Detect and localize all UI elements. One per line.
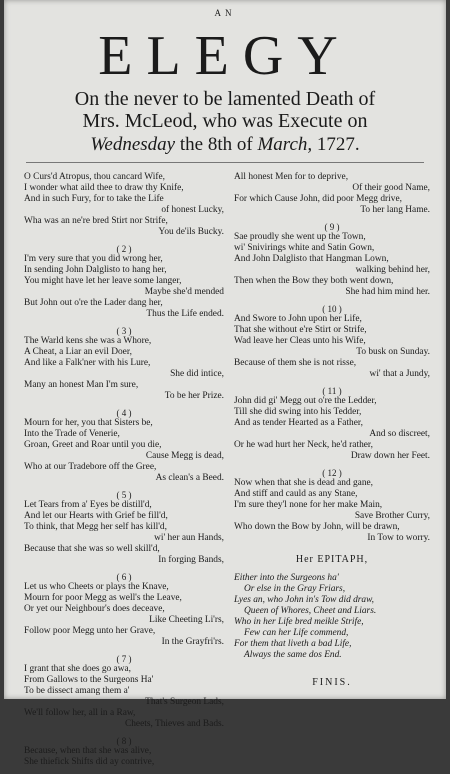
verse-line: wi' her aun Hands, — [154, 533, 224, 543]
stanza-number: ( 6 ) — [116, 572, 132, 582]
verse-line: I wonder what aild thee to draw thy Knife, — [24, 183, 184, 193]
subtitle-line-3 — [4, 134, 446, 156]
verse-line: To be dissect amang them a' — [24, 686, 130, 696]
verse-line: And stiff and cauld as any Stane, — [234, 489, 358, 499]
stanza-number: ( 10 ) — [322, 304, 342, 314]
verse-line: And in such Fury, for to take the Life — [24, 194, 164, 204]
verse-line: And as tender Hearted as a Father, — [234, 418, 363, 428]
verse-line: Because of them she is not risse, — [234, 358, 357, 368]
verse-line: To be her Prize. — [164, 391, 224, 401]
verse-line: And so discreet, — [369, 429, 430, 439]
verse-line: From Gallows to the Surgeons Ha' — [24, 675, 154, 685]
stanza-number: ( 2 ) — [116, 244, 132, 254]
epitaph-lines — [234, 573, 430, 661]
left-column — [24, 172, 224, 774]
verse-line: Wad leave her Cleas unto his Wife, — [234, 336, 366, 346]
verse-line: wi' that a Jundy, — [369, 369, 430, 379]
verse-line: O Curs'd Atropus, thou cancard Wife, — [24, 172, 165, 182]
right-column — [234, 172, 430, 688]
stanza-number: ( 12 ) — [322, 468, 342, 478]
verse-line: And Swore to John upon her Life, — [234, 314, 362, 324]
subtitle-weekday: Wednesday — [90, 134, 176, 155]
verse-line: A Cheat, a Liar an evil Doer, — [24, 347, 132, 357]
stanza — [234, 172, 430, 216]
verse-line: Into the Trade of Venerie, — [24, 429, 120, 439]
verse-line: Sae proudly she went up the Town, — [234, 232, 366, 242]
stanza — [24, 244, 224, 320]
stanza — [24, 172, 224, 238]
verse-line: To her lang Hame. — [360, 205, 430, 215]
verse-line: That's Surgeon Lads, — [145, 697, 224, 707]
finis: FINIS. — [312, 677, 352, 688]
verse-line: In Tow to worry. — [367, 533, 430, 543]
stanza — [24, 490, 224, 566]
verse-line: To think, that Megg her self has kill'd, — [24, 522, 167, 532]
verse-line: Many an honest Man I'm sure, — [24, 380, 139, 390]
verse-line: Let us who Cheets or plays the Knave, — [24, 582, 169, 592]
stanza-number: ( 8 ) — [116, 736, 132, 746]
verse-line: Groan, Greet and Roar until you die, — [24, 440, 162, 450]
subtitle-date: the 8th of — [175, 134, 258, 155]
verse-line: And like a Falk'ner with his Lure, — [24, 358, 151, 368]
verse-line: In the Grayfri'rs. — [161, 637, 224, 647]
stanza — [24, 408, 224, 484]
epitaph-line: Either into the Surgeons ha' — [234, 573, 339, 583]
stanza-number: ( 3 ) — [116, 326, 132, 336]
epitaph-line: Queen of Whores, Cheet and Liars. — [244, 606, 377, 616]
subtitle-year: 1727. — [312, 134, 360, 155]
verse-line: And let our Hearts with Grief be fill'd, — [24, 511, 168, 521]
verse-line: Draw down her Feet. — [350, 451, 430, 461]
verse-line: Save Brother Curry, — [354, 511, 430, 521]
verse-line: Because, when that she was alive, — [24, 746, 152, 756]
verse-line: She had him mind her. — [345, 287, 430, 297]
verse-line: Maybe she'd mended — [144, 287, 224, 297]
stanza — [234, 304, 430, 380]
verse-line: wi' Snivirings white and Satin Gown, — [234, 243, 375, 253]
epitaph-line: Few can her Life commend, — [244, 628, 349, 638]
stanza — [24, 654, 224, 730]
verse-line: She thiefick Shifts did ay contrive, — [24, 757, 155, 767]
verse-line: John did gi' Megg out o're the Ledder, — [234, 396, 377, 406]
verse-line: Like Cheeting Li'rs, — [149, 615, 224, 625]
verse-line: To busk on Sunday. — [356, 347, 430, 357]
header-an: AN — [214, 8, 236, 18]
stanza — [234, 386, 430, 462]
verse-line: Till she did swing into his Tedder, — [234, 407, 362, 417]
verse-line: That she without e're Stirt or Strife, — [234, 325, 367, 335]
epitaph-line: Always the same dos End. — [244, 650, 342, 660]
verse-line: I'm sure they'l none for her make Main, — [234, 500, 383, 510]
verse-line: Then when the Bow they both went down, — [234, 276, 394, 286]
verse-line: You might have let her leave some langer, — [24, 276, 182, 286]
header-title: ELEGY — [98, 25, 352, 87]
verse-line: of honest Lucky, — [161, 205, 224, 215]
verse-line: Or he wad hurt her Neck, he'd rather, — [234, 440, 374, 450]
verse-line: For which Cause John, did poor Megg drive, — [234, 194, 402, 204]
verse-line: Follow poor Megg unto her Grave, — [24, 626, 156, 636]
verse-line: Who down the Bow by John, will be drawn, — [234, 522, 400, 532]
verse-line: As clean's a Beed. — [155, 473, 224, 483]
verse-line: But John out o're the Lader dang her, — [24, 298, 163, 308]
stanza — [24, 572, 224, 648]
subtitle-month: March, — [257, 134, 313, 155]
stanza-number: ( 4 ) — [116, 408, 132, 418]
verse-line: Of their good Name, — [352, 183, 430, 193]
verse-line: Or yet our Neighbour's does deceave, — [24, 604, 165, 614]
verse-line: All honest Men for to deprive, — [234, 172, 349, 182]
stanza-number: ( 11 ) — [322, 386, 342, 396]
stanza-number: ( 5 ) — [116, 490, 132, 500]
right-stanzas — [234, 172, 430, 544]
verse-line: Mourn for poor Megg as well's the Leave, — [24, 593, 182, 603]
epitaph-line: Or else in the Gray Friars, — [244, 584, 346, 594]
verse-line: Let Tears from a' Eyes be distill'd, — [24, 500, 152, 510]
verse-line: Because that she was so well skill'd, — [24, 544, 160, 554]
stanza — [234, 222, 430, 298]
verse-line: Wha was an ne're bred Stirt nor Strife, — [24, 216, 168, 226]
broadside-sheet — [4, 0, 446, 767]
verse-line: You de'ils Bucky. — [158, 227, 224, 237]
verse-line: Cheets, Thieves and Bads. — [124, 719, 224, 729]
verse-line: In sending John Dalglisto to hang her, — [24, 265, 167, 275]
verse-line: Cause Megg is dead, — [145, 451, 224, 461]
stanza-number: ( 7 ) — [116, 654, 132, 664]
verse-line: walking behind her, — [355, 265, 430, 275]
verse-line: And John Dalglisto that Hangman Lown, — [234, 254, 389, 264]
subtitle-line-1: On the never to be lamented Death of — [74, 88, 376, 110]
epitaph — [234, 554, 430, 661]
stanza — [234, 468, 430, 544]
verse-line: In forging Bands, — [158, 555, 224, 565]
verse-line: Mourn for her, you that Sisters be, — [24, 418, 153, 428]
stanza-number: ( 9 ) — [324, 222, 340, 232]
stanza — [24, 736, 224, 768]
epitaph-line: Who in her Life bred meikle Strife, — [234, 617, 364, 627]
verse-line: She did intice, — [170, 369, 224, 379]
verse-line: Who at our Tradebore off the Gree, — [24, 462, 157, 472]
verse-line: I'm very sure that you did wrong her, — [24, 254, 163, 264]
verse-line: I grant that she does go awa, — [24, 664, 131, 674]
epitaph-title: Her EPITAPH, — [295, 554, 369, 565]
verse-line: We'll follow her, all in a Raw, — [24, 708, 136, 718]
stanza — [24, 326, 224, 402]
epitaph-line: For them that liveth a bad Life, — [234, 639, 352, 649]
epitaph-line: Lyes an, who John in's Tow did draw, — [234, 595, 375, 605]
verse-line: The Warld kens she was a Whore, — [24, 336, 152, 346]
verse-line: Now when that she is dead and gane, — [234, 478, 374, 488]
header-rule — [26, 162, 424, 163]
verse-line: Thus the Life ended. — [146, 309, 224, 319]
subtitle-line-2: Mrs. McLeod, who was Execute on — [82, 110, 368, 132]
